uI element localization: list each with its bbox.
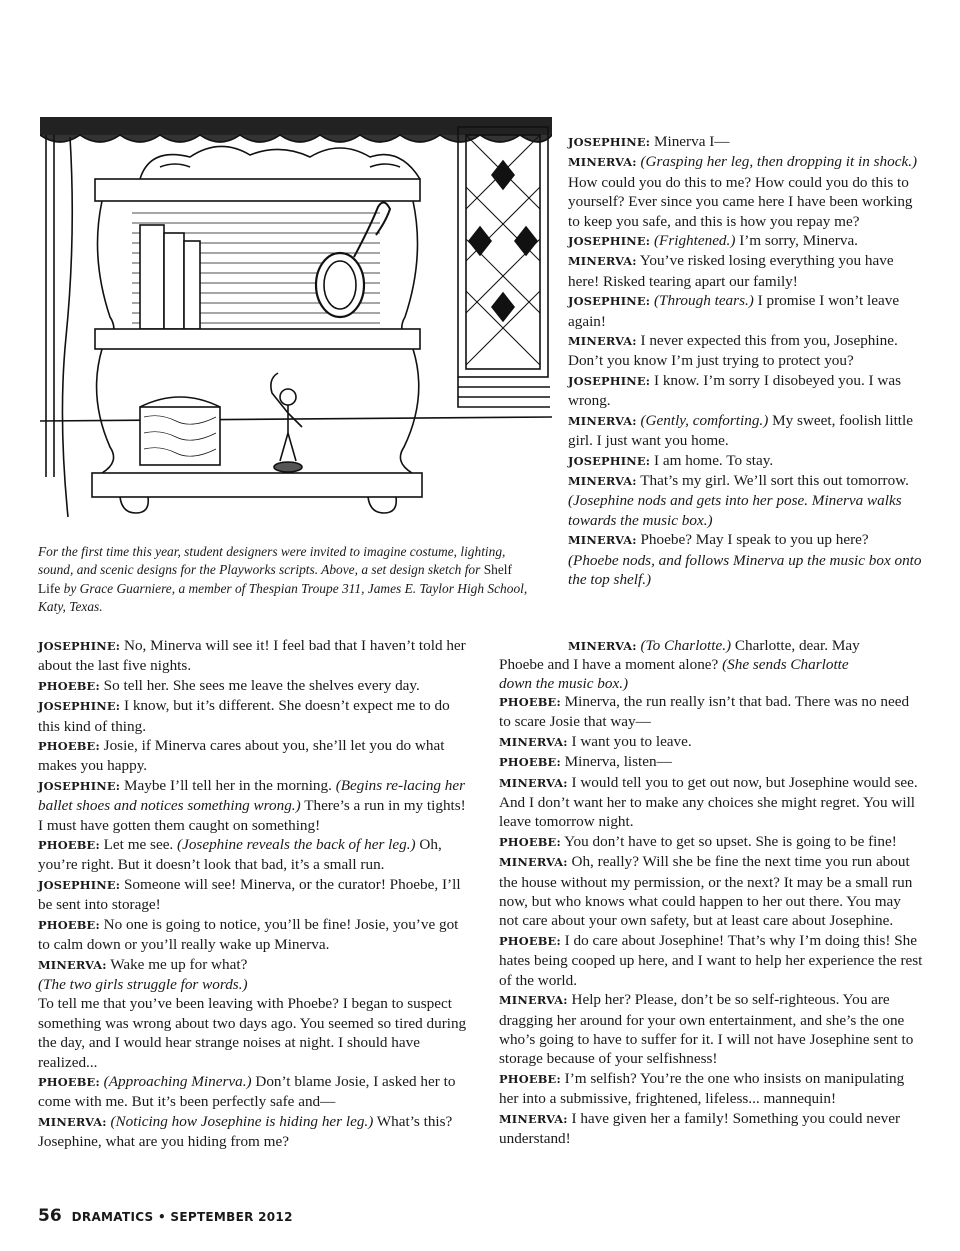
dialogue-text: Oh, you’re right. But it doesn’t look that bad, it’s a small run. (38, 836, 442, 874)
dialogue-text: I’m selfish? You’re the one who insists on manipulating her into a submissive, frightened, lifeless... mannequin! (499, 1069, 905, 1108)
dialogue-text: Charlotte, dear. May (731, 637, 860, 654)
stage-direction: (Frightened.) (653, 232, 736, 250)
speaker-label: MINERVA: (568, 413, 637, 428)
script-line (499, 1069, 924, 1109)
illustration-caption (38, 543, 528, 617)
dialogue-text: I do care about Josephine! That’s why I’m doing this! She hates being cooped up here, and I want to help her experience the rest of the world. (499, 931, 923, 989)
dialogue-text: Minerva, the run really isn’t that bad. There was no need to scare Josie that way— (499, 693, 910, 731)
script-line (38, 875, 470, 915)
script-line (499, 692, 924, 732)
dialogue-text: Minerva, listen— (564, 753, 672, 771)
speaker-label: PHOEBE: (499, 834, 561, 849)
script-line (568, 371, 924, 411)
script-line (568, 451, 924, 471)
dialogue-text: I have given her a family! Something you could never understand! (499, 1109, 901, 1147)
script-line-overlap-3 (499, 674, 924, 693)
stage-direction: (Phoebe nods, and follows Minerva up the music box onto the top shelf.) (568, 551, 922, 588)
page-footer (38, 1206, 293, 1228)
script-line (568, 491, 924, 530)
stage-direction: (Grasping her leg, then dropping it in shock.) (640, 153, 918, 171)
dialogue-text: Let me see. (103, 836, 178, 854)
speaker-label: JOSEPHINE: (38, 639, 121, 653)
dialogue-text: My sweet, foolish little girl. I just want you home. (568, 411, 913, 450)
speaker-label: MINERVA: (568, 473, 637, 488)
stage-direction: (Begins re-lacing her ballet shoes and notices something wrong.) (38, 776, 466, 815)
dialogue-text: I want you to leave. (571, 732, 692, 750)
script-line (38, 696, 470, 736)
speaker-label: PHOEBE: (499, 695, 561, 709)
speaker-label: PHOEBE: (38, 678, 100, 693)
speaker-label: JOSEPHINE: (38, 778, 121, 793)
dialogue-text: Oh, really? Will she be fine the next time you run about the house without my permission, or the next? It may be a small run now, but who knows what could happen to her out there. You may not care about your own safety, but at least care about Josephine. (499, 853, 913, 930)
script-line (38, 776, 470, 835)
script-line (499, 732, 924, 752)
script-line (38, 835, 470, 875)
script-line (568, 530, 924, 550)
script-column-right-upper (568, 132, 924, 589)
script-line (499, 931, 924, 990)
stage-direction: (Gently, comforting.) (640, 411, 769, 429)
dialogue-text: Someone will see! Minerva, or the curator! Phoebe, I’ll be sent into storage! (38, 875, 461, 914)
stage-direction: (The two girls struggle for words.) (38, 975, 248, 993)
script-line (499, 852, 924, 931)
dialogue-text: So tell her. She sees me leave the shelves every day. (103, 676, 420, 694)
speaker-label: MINERVA: (499, 993, 568, 1008)
script-line (568, 411, 924, 451)
speaker-label: PHOEBE: (499, 933, 561, 948)
speaker-label: MINERVA: (568, 639, 637, 653)
stage-direction: (Josephine nods and gets into her pose. Minerva walks towards the music box.) (568, 492, 902, 529)
set-design-sketch (40, 117, 552, 527)
dialogue-text: How could you do this to me? How could you do this to yourself? Ever since you came here I have been working to keep you safe, and this is how you repay me? (568, 173, 913, 230)
dialogue-text: Phoebe? May I speak to you up here? (640, 531, 869, 549)
speaker-label: PHOEBE: (499, 1071, 561, 1086)
script-column-right-lower (499, 692, 924, 1148)
speaker-label: MINERVA: (499, 734, 568, 749)
script-line-overlap-2 (499, 655, 924, 674)
speaker-label: MINERVA: (568, 155, 637, 170)
page-number: 56 (38, 1206, 62, 1226)
speaker-label: MINERVA: (499, 775, 568, 790)
speaker-label: MINERVA: (38, 957, 107, 972)
script-line (38, 636, 470, 676)
script-line (499, 990, 924, 1069)
speaker-label: PHOEBE: (38, 1074, 100, 1089)
script-line (38, 1112, 470, 1152)
stage-direction: down the music box.) (499, 675, 629, 692)
stage-direction: (She sends Charlotte (722, 656, 849, 673)
speaker-label: JOSEPHINE: (568, 135, 651, 149)
speaker-label: JOSEPHINE: (38, 699, 121, 714)
dialogue-text: Maybe I’ll tell her in the morning. (123, 776, 336, 794)
script-line (568, 152, 924, 231)
script-line (499, 752, 924, 772)
script-line (38, 955, 470, 975)
speaker-label: JOSEPHINE: (568, 294, 651, 309)
stage-direction: (To Charlotte.) (640, 637, 732, 654)
speaker-label: MINERVA: (499, 1111, 568, 1126)
script-line (568, 251, 924, 291)
dialogue-text: No one is going to notice, you’ll be fine! Josie, you’ve got to calm down or you’ll really wake up Minerva. (38, 915, 459, 954)
speaker-label: JOSEPHINE: (38, 877, 121, 892)
speaker-label: JOSEPHINE: (568, 453, 651, 468)
script-line (568, 331, 924, 371)
dialogue-text: What’s this? Josephine, what are you hiding from me? (38, 1112, 453, 1151)
speaker-label: MINERVA: (568, 254, 637, 269)
dialogue-text: I know, but it’s different. She doesn’t expect me to do this kind of thing. (38, 697, 450, 735)
stage-direction: (Through tears.) (653, 292, 754, 310)
dialogue-text: Don’t blame Josie, I asked her to come with me. But it’s been perfectly safe and— (38, 1072, 456, 1111)
script-column-left (38, 636, 470, 1152)
speaker-label: MINERVA: (38, 1114, 107, 1129)
caption-text-before: For the first time this year, student designers were invited to imagine costume, lighting, sound, and scenic designs for the Playworks scripts. Above, a set design sketch for (38, 544, 506, 578)
dialogue-text: Help her? Please, don’t be so self-righteous. You are dragging her around for your own entertainment, and she’s the one who’s going to have to suffer for it. I will not have Josephine sent to storage because of your selfishness! (499, 991, 914, 1068)
stage-direction: (Josephine reveals the back of her leg.) (177, 836, 416, 854)
script-line (38, 994, 470, 1072)
dialogue-text: You don’t have to get so upset. She is going to be fine! (564, 832, 897, 850)
speaker-label: PHOEBE: (38, 739, 100, 754)
script-line (499, 832, 924, 852)
speaker-label: MINERVA: (568, 334, 637, 349)
script-line (38, 676, 470, 696)
dialogue-text: To tell me that you’ve been leaving with Phoebe? I began to suspect something was wrong about two days ago. You seemed so tired during the day, and I would hear strange noises at night. I should have realized... (38, 995, 467, 1071)
dialogue-text: I would tell you to get out now, but Josephine would see. And I don’t want her to make any choices she might regret. You will leave tomorrow night. (499, 773, 918, 831)
dialogue-text: You’ve risked losing everything you have here! Risked tearing apart our family! (568, 252, 894, 290)
script-line (568, 231, 924, 251)
caption-text-after: by Grace Guarniere, a member of Thespian Troupe 311, James E. Taylor High School, Katy, Texas. (38, 580, 528, 615)
script-line (38, 915, 470, 955)
speaker-label: JOSEPHINE: (568, 234, 651, 249)
dialogue-text: Phoebe and I have a moment alone? (499, 656, 723, 673)
speaker-label: PHOEBE: (38, 838, 100, 853)
script-line (499, 773, 924, 832)
script-line (568, 132, 924, 152)
script-line (499, 1109, 924, 1149)
dialogue-text: Josie, if Minerva cares about you, she’ll let you do what makes you happy. (38, 737, 445, 775)
script-line (38, 736, 470, 776)
speaker-label: PHOEBE: (499, 755, 561, 770)
dialogue-text: Wake me up for what? (110, 955, 248, 973)
dialogue-text: I never expected this from you, Josephine. Don’t you know I’m just trying to protect you? (568, 332, 898, 370)
dialogue-text: I am home. To stay. (653, 451, 774, 469)
speaker-label: JOSEPHINE: (568, 373, 651, 388)
dialogue-text: There’s a run in my tights! I must have gotten them caught on something! (38, 797, 466, 834)
script-line (568, 291, 924, 331)
speaker-label: MINERVA: (568, 533, 637, 548)
stage-direction: (Approaching Minerva.) (103, 1072, 252, 1090)
dialogue-text: That’s my girl. We’ll sort this out tomorrow. (640, 471, 909, 489)
dialogue-text: No, Minerva will see it! I feel bad that I haven’t told her about the last five nights. (38, 637, 466, 675)
speaker-label: PHOEBE: (38, 917, 100, 932)
dialogue-text: I know. I’m sorry I disobeyed you. I was wrong. (568, 371, 902, 410)
caption-play-title: Shelf Life (38, 562, 512, 596)
script-line-overlap-1 (568, 636, 924, 656)
script-line (38, 1072, 470, 1112)
script-line (38, 975, 470, 994)
stage-direction: (Noticing how Josephine is hiding her leg.) (110, 1112, 374, 1130)
dialogue-text: I’m sorry, Minerva. (735, 232, 858, 250)
script-line (568, 551, 924, 590)
magazine-issue: DRAMATICS • SEPTEMBER 2012 (71, 1210, 293, 1224)
script-line (568, 471, 924, 491)
speaker-label: MINERVA: (499, 855, 568, 870)
dialogue-text: I promise I won’t leave again! (568, 292, 900, 330)
dialogue-text: Minerva I— (653, 133, 730, 150)
